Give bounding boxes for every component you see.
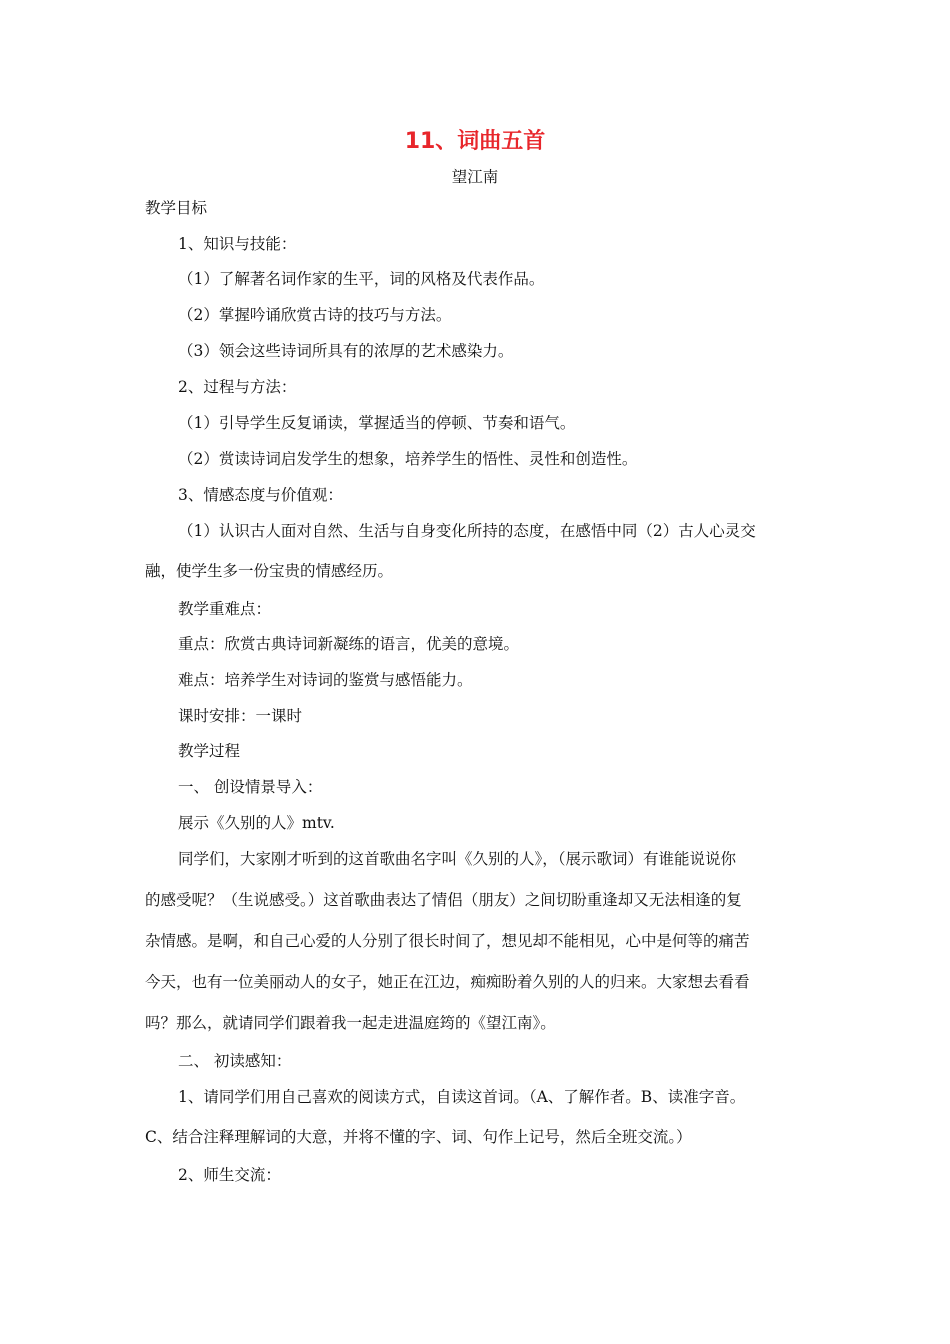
text-line: 今天，也有一位美丽动人的女子，她正在江边，痴痴盼着久别的人的归来。大家想去看看 bbox=[145, 973, 750, 991]
text-line: 2、师生交流： bbox=[178, 1166, 281, 1184]
text-line: （1）认识古人面对自然、生活与自身变化所持的态度，在感悟中同（2）古人心灵交 bbox=[178, 522, 756, 540]
text-line: 吗？那么，就请同学们跟着我一起走进温庭筠的《望江南》。 bbox=[145, 1014, 556, 1032]
text-line: 课时安排：一课时 bbox=[178, 707, 303, 725]
text-line: 3、情感态度与价值观： bbox=[178, 486, 343, 504]
text-line: 一、 创设情景导入： bbox=[178, 778, 323, 796]
document-title: 11、词曲五首 bbox=[404, 129, 546, 154]
text-line: （2）赏读诗词启发学生的想象，培养学生的悟性、灵性和创造性。 bbox=[178, 450, 638, 468]
text-line: 融，使学生多一份宝贵的情感经历。 bbox=[145, 562, 394, 580]
section-heading: 教学目标 bbox=[145, 199, 208, 217]
section-heading: 教学过程 bbox=[178, 742, 241, 760]
text-line: 杂情感。是啊，和自己心爱的人分别了很长时间了，想见却不能相见，心中是何等的痛苦 bbox=[145, 932, 750, 950]
text-line: 2、过程与方法： bbox=[178, 378, 297, 396]
text-line: 1、知识与技能： bbox=[178, 235, 297, 253]
text-line: 同学们，大家刚才听到的这首歌曲名字叫《久别的人》，（展示歌词）有谁能说说你 bbox=[178, 850, 737, 868]
text-line: 教学重难点： bbox=[178, 600, 272, 618]
text-line: （2）掌握吟诵欣赏古诗的技巧与方法。 bbox=[178, 306, 452, 324]
text-line: （1）引导学生反复诵读，掌握适当的停顿、节奏和语气。 bbox=[178, 414, 576, 432]
text-line: 二、 初读感知： bbox=[178, 1052, 292, 1070]
text-line: 难点：培养学生对诗词的鉴赏与感悟能力。 bbox=[178, 671, 473, 689]
text-line: 1、请同学们用自己喜欢的阅读方式，自读这首词。（A、了解作者。B、读准字音。 bbox=[178, 1088, 746, 1106]
text-line: 重点：欣赏古典诗词新凝练的语言，优美的意境。 bbox=[178, 635, 520, 653]
text-line: 展示《久别的人》mtv. bbox=[178, 814, 335, 832]
text-line: （1）了解著名词作家的生平，词的风格及代表作品。 bbox=[178, 270, 545, 288]
text-line: （3）领会这些诗词所具有的浓厚的艺术感染力。 bbox=[178, 342, 514, 360]
text-line: 的感受呢？（生说感受。）这首歌曲表达了情侣（朋友）之间切盼重逢却又无法相逢的复 bbox=[145, 891, 742, 909]
text-line: C、结合注释理解词的大意，并将不懂的字、词、句作上记号，然后全班交流。） bbox=[145, 1128, 692, 1146]
document-subtitle: 望江南 bbox=[451, 168, 499, 186]
